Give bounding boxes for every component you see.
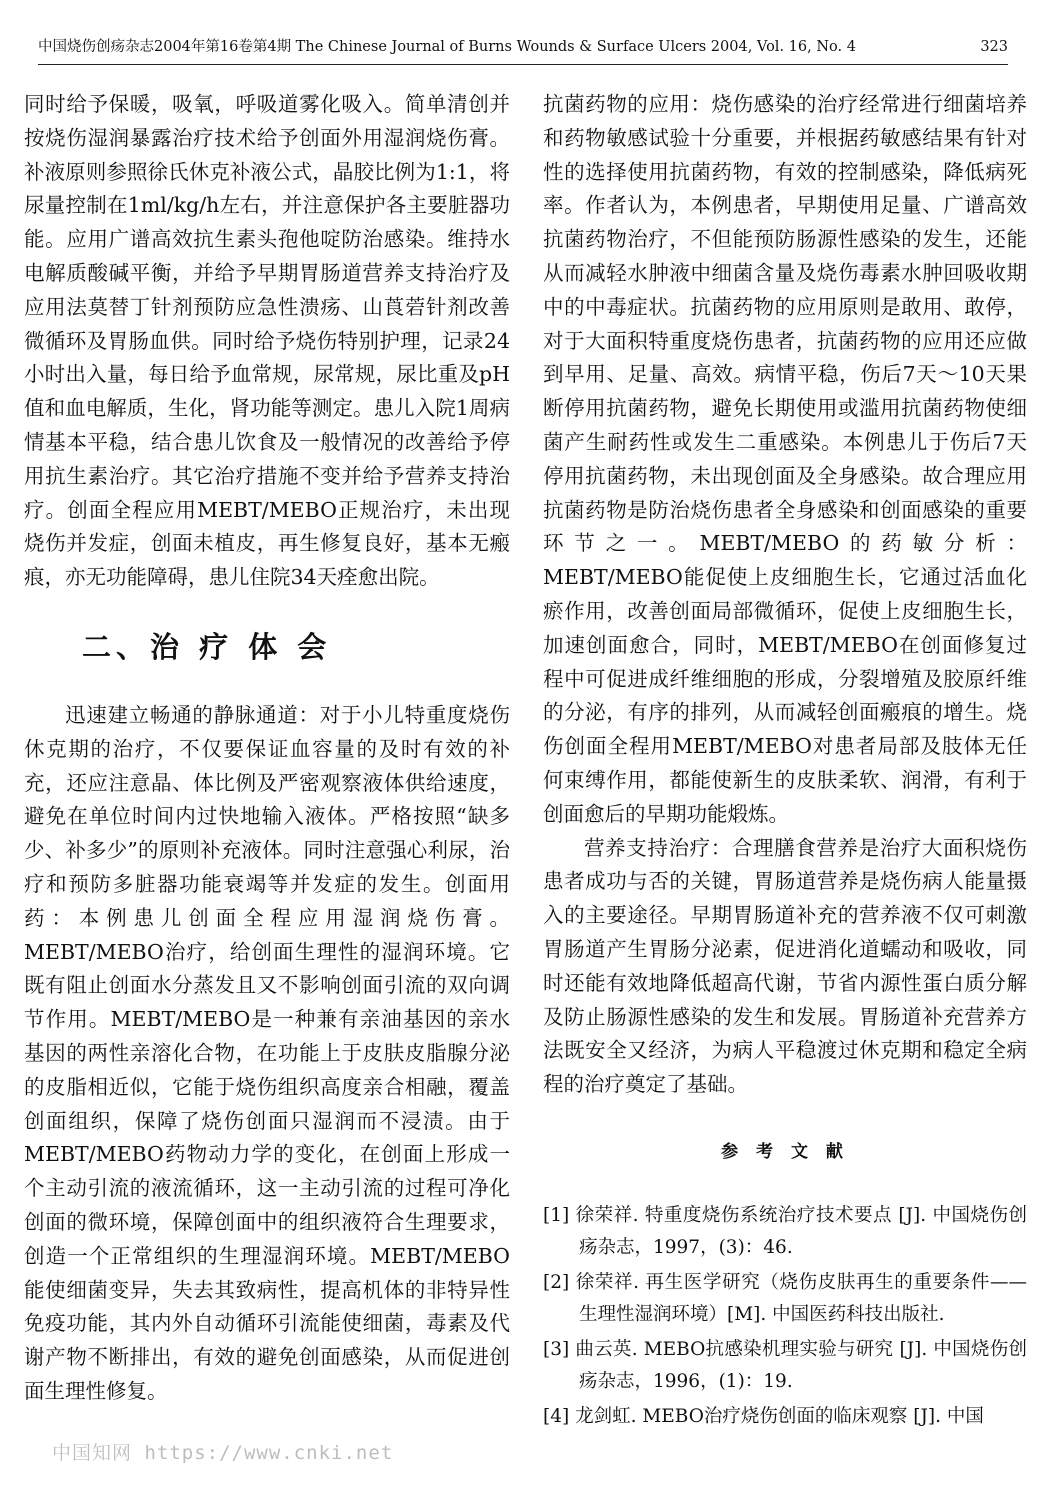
paragraph-venous-access: 迅速建立畅通的静脉通道：对于小儿特重度烧伤休克期的治疗，不仅要保证血容量的及时有效的补充，还应注意晶、体比例及严密观察液体供给速度，避免在单位时间内过快地输入液体。严格按照“缺多少、补多少”的原则补充液体。同时注意强心利尿，治疗和预防多脏器功能衰竭等并发症的发生。创面用药：本例患儿创面全程应用湿润烧伤膏。MEBT/MEBO治疗，给创面生理性的湿润环境。它既有阻止创面水分蒸发且又不影响创面引流的双向调节作用。MEBT/MEBO是一种兼有亲油基因的亲水基因的两性亲溶化合物，在功能上于皮肤皮脂腺分泌的皮脂相近似，它能于烧伤组织高度亲合相融，覆盖创面组织，保障了烧伤创面只湿润而不浸渍。由于MEBT/MEBO药物动力学的变化，在创面上形成一个主动引流的液流循环，这一主动引流的过程可净化创面的微环境，保障创面中的组织液符合生理要求，创造一个正常组织的生理湿润环境。MEBT/MEBO能使细菌变异，失去其致病性，提高机体的非特异性免疫功能，其内外自动循环引流能使细菌，毒素及代谢产物不断排出，有效的避免创面感染，从而促进创面生理性修复。	[24, 702, 510, 1403]
paragraph-antibiotics: 抗菌药物的应用：烧伤感染的治疗经常进行细菌培养和药物敏感试验十分重要，并根据药敏感结果有针对性的选择使用抗菌药物，有效的控制感染，降低病死率。作者认为，本例患者，早期使用足量、广谱高效抗菌药物治疗，不但能预防肠源性感染的发生，还能从而减轻水肿液中细菌含量及烧伤毒素水肿回吸收期中的中毒症状。抗菌药物的应用原则是敢用、敢停，对于大面积特重度烧伤患者，抗菌药物的应用还应做到早用、足量、高效。病情平稳，伤后7天～10天果断停用抗菌药物，避免长期使用或滥用抗菌药物使细菌产生耐药性或发生二重感染。本例患儿于伤后7天停用抗菌药物，未出现创面及全身感染。故合理应用抗菌药物是防治烧伤患者全身感染和创面感染的重要环节之一。MEBT/MEBO的药敏分析：MEBT/MEBO能促使上皮细胞生长，它通过活血化瘀作用，改善创面局部微循环，促使上皮细胞生长，加速创面愈合，同时，MEBT/MEBO在创面修复过程中可促进成纤维细胞的形成，分裂增殖及胶原纤维的分泌，有序的排列，从而减轻创面瘢痕的增生。烧伤创面全程用MEBT/MEBO对患者局部及肢体无任何束缚作用，都能使新生的皮肤柔软、润滑，有利于创面愈后的早期功能煅炼。	[543, 92, 1027, 826]
references-list	[543, 1200, 1027, 1433]
running-header	[38, 36, 1008, 65]
section-heading: 二、治 疗 体 会	[82, 629, 332, 664]
watermark: 中国知网 https://www.cnki.net	[52, 1442, 394, 1464]
references-title: 参 考 文 献	[721, 1141, 849, 1162]
paragraph-treatment-continued: 同时给予保暖，吸氧，呼吸道雾化吸入。简单清创并按烧伤湿润暴露治疗技术给予创面外用湿润烧伤膏。补液原则参照徐氏休克补液公式，晶胶比例为1:1，将尿量控制在1ml/kg/h左右，并注意保护各主要脏器功能。应用广谱高效抗生素头孢他啶防治感染。维持水电解质酸碱平衡，并给予早期胃肠道营养支持治疗及应用法莫替丁针剂预防应急性溃疡、山莨菪针剂改善微循环及胃肠血供。同时给予烧伤特别护理，记录24小时出入量，每日给予血常规，尿常规，尿比重及pH值和血电解质，生化，肾功能等测定。患儿入院1周病情基本平稳，结合患儿饮食及一般情况的改善给予停用抗生素治疗。其它治疗措施不变并给予营养支持治疗。创面全程应用MEBT/MEBO正规治疗，未出现烧伤并发症，创面未植皮，再生修复良好，基本无瘢痕，亦无功能障碍，患儿住院34天痊愈出院。	[24, 92, 510, 590]
left-column	[24, 88, 510, 1409]
reference-item: [1] 徐荣祥. 特重度烧伤系统治疗技术要点 [J]. 中国烧伤创疡杂志，1997，(3)：46.	[543, 1204, 1027, 1258]
paragraph-nutrition: 营养支持治疗：合理膳食营养是治疗大面积烧伤患者成功与否的关键，胃肠道营养是烧伤病人能量摄入的主要途径。早期胃肠道补充的营养液不仅可刺激胃肠道产生胃肠分泌素，促进消化道蠕动和吸收，同时还能有效地降低超高代谢，节省内源性蛋白质分解及防止肠源性感染的发生和发展。胃肠道补充营养方法既安全又经济，为病人平稳渡过休克期和稳定全病程的治疗奠定了基础。	[543, 835, 1027, 1097]
right-column	[543, 88, 1027, 1436]
reference-item: [3] 曲云英. MEBO抗感染机理实验与研究 [J]. 中国烧伤创疡杂志，1996，(1)：19.	[543, 1338, 1027, 1392]
reference-item: [2] 徐荣祥. 再生医学研究（烧伤皮肤再生的重要条件——生理性湿润环境）[M]. 中国医药科技出版社.	[543, 1271, 1027, 1325]
journal-header-text: 中国烧伤创疡杂志2004年第16卷第4期 The Chinese Journal of Burns Wounds & Surface Ulcers 2004, Vol. 16, No. 4	[38, 39, 856, 55]
reference-item: [4] 龙剑虹. MEBO治疗烧伤创面的临床观察 [J]. 中国	[543, 1405, 984, 1427]
page-number: 323	[980, 39, 1008, 55]
